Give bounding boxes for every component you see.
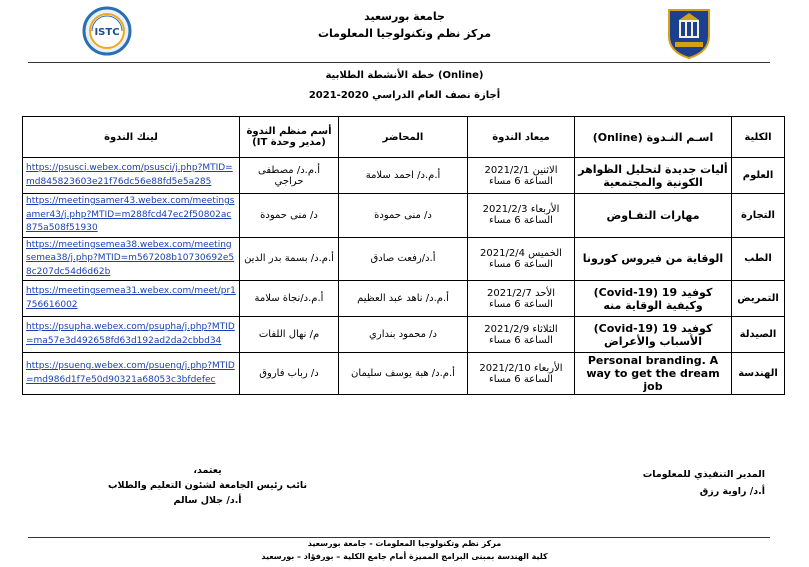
header-organizer-sub: (مدير وحدة IT) xyxy=(252,137,326,148)
cell-lecturer: د/ محمود بنداري xyxy=(339,317,468,353)
header-lecturer: المحاضر xyxy=(339,117,468,158)
cell-lecturer: أ.م.د/ احمد سلامة xyxy=(339,158,468,194)
cell-link xyxy=(23,194,240,238)
istc-logo-text: ISTC xyxy=(94,27,120,38)
cell-faculty: التمريض xyxy=(732,281,785,317)
cell-organizer: م/ نهال اللفات xyxy=(240,317,339,353)
cell-topic: Personal branding. A way to get the dream job xyxy=(575,353,732,395)
seminar-date: الأربعاء 2021/2/10 xyxy=(479,362,563,374)
seminar-time: الساعة 6 مساء xyxy=(489,298,553,310)
cell-lecturer: أ.م.د/ هبة يوسف سليمان xyxy=(339,353,468,395)
cell-date xyxy=(468,281,575,317)
seminar-date: الأربعاء 2021/2/3 xyxy=(482,204,560,216)
seminar-link[interactable]: https://meetingsamer43.webex.com/meetingsamer43/j.php?MTID=m288fcd47ec2f50802ac875a508f51930 xyxy=(26,196,235,233)
signature-vice-president xyxy=(108,463,307,508)
cell-link xyxy=(23,158,240,194)
university-name: جامعة بورسعيد xyxy=(364,10,445,23)
document-title: خطة الأنشطة الطلابية (Online) xyxy=(325,70,484,81)
seminar-link[interactable]: https://meetingsemea38.webex.com/meetingsemea38/j.php?MTID=m567208b10730692e58c207dc54d6d62b xyxy=(26,239,235,277)
cell-link xyxy=(23,317,240,353)
executive-director-title: المدير التنفيذي للمعلومات xyxy=(642,469,765,480)
seminars-table xyxy=(22,116,785,395)
cell-organizer: د/ منى حمودة xyxy=(240,194,339,238)
seminar-time: الساعة 6 مساء xyxy=(489,258,553,270)
executive-director-name: أ.د/ راوية رزق xyxy=(699,486,765,497)
table-row xyxy=(23,353,785,395)
footer-divider xyxy=(28,537,770,538)
seminar-link[interactable]: https://psusci.webex.com/psusci/j.php?MTID=md845823603e21f76dc56e88fd5e5a285 xyxy=(26,163,233,187)
seminar-time: الساعة 6 مساء xyxy=(489,215,553,227)
seminar-time: الساعة 6 مساء xyxy=(489,373,553,385)
cell-organizer: أ.م.د/ مصطفى حراجي xyxy=(240,158,339,194)
approval-label: يعتمد، xyxy=(193,465,222,476)
footer-line-2: كلية الهندسة بمبنى البرامج المميزة أمام جامع الكلية – بورفؤاد – بورسعيد xyxy=(261,552,548,561)
seminar-date: الاثنين 2021/2/1 xyxy=(484,164,558,176)
cell-date xyxy=(468,158,575,194)
cell-faculty: الهندسة xyxy=(732,353,785,395)
header-organizer xyxy=(240,117,339,158)
header-faculty: الكلية xyxy=(732,117,785,158)
vice-president-title: نائب رئيس الجامعة لشئون التعليم والطلاب xyxy=(108,480,308,491)
header-organizer-label: أسم منظم الندوة xyxy=(246,126,332,137)
document-subtitle: أجازة نصف العام الدراسي 2020-2021 xyxy=(308,90,501,101)
cell-link xyxy=(23,237,240,281)
cell-faculty: التجارة xyxy=(732,194,785,238)
seminar-link[interactable]: https://meetingsemea31.webex.com/meet/pr1756616002 xyxy=(26,286,236,310)
cell-date xyxy=(468,237,575,281)
signature-executive-director xyxy=(643,466,765,500)
table-row xyxy=(23,237,785,281)
cell-date xyxy=(468,194,575,238)
seminar-date: الثلاثاء 2021/2/9 xyxy=(484,323,558,335)
cell-organizer: أ.م.د/نجاة سلامة xyxy=(240,281,339,317)
cell-topic: كوفيد 19 (Covid-19) وكيفية الوقاية منه xyxy=(575,281,732,317)
header-topic: اسـم النـدوة (Online) xyxy=(575,117,732,158)
cell-faculty: العلوم xyxy=(732,158,785,194)
vice-president-name: أ.د/ جلال سالم xyxy=(173,495,242,506)
cell-date xyxy=(468,317,575,353)
header-link: لينك الندوة xyxy=(23,117,240,158)
table-row xyxy=(23,158,785,194)
cell-link xyxy=(23,281,240,317)
table-header-row xyxy=(23,117,785,158)
university-crest-icon xyxy=(665,6,713,60)
cell-topic: مهارات التفـاوض xyxy=(575,194,732,238)
seminar-date: الأحد 2021/2/7 xyxy=(486,287,555,299)
footer-line-1: مركز نظم وتكنولوجيا المعلومات - جامعة بورسعيد xyxy=(307,539,502,548)
cell-link xyxy=(23,353,240,395)
seminar-link[interactable]: https://psupha.webex.com/psupha/j.php?MTID=ma57e3d492658fd63d192ad2da2cbbd34 xyxy=(26,322,235,346)
header-date: ميعاد الندوة xyxy=(468,117,575,158)
center-name: مركز نظم وتكنولوجيا المعلومات xyxy=(317,27,492,40)
cell-lecturer: أ.م.د/ ناهد عبد العظيم xyxy=(339,281,468,317)
seminar-time: الساعة 6 مساء xyxy=(489,175,553,187)
table-row xyxy=(23,281,785,317)
table-row xyxy=(23,194,785,238)
seminar-link[interactable]: https://psueng.webex.com/psueng/j.php?MTID=md986d1f7e50d90321a68053c3bfdefec xyxy=(26,361,235,385)
seminar-date: الخميس 2021/2/4 xyxy=(480,247,562,259)
cell-organizer: أ.م.د/ بسمة بدر الدين xyxy=(240,237,339,281)
table-row xyxy=(23,317,785,353)
cell-topic: أليات جديدة لتحليل الظواهر الكونية والمجتمعية xyxy=(575,158,732,194)
cell-faculty: الطب xyxy=(732,237,785,281)
istc-logo xyxy=(80,6,134,56)
cell-organizer: د/ رباب فاروق xyxy=(240,353,339,395)
seminar-time: الساعة 6 مساء xyxy=(489,334,553,346)
cell-topic: كوفيد 19 (Covid-19) الأسباب والأعراض xyxy=(575,317,732,353)
header-divider xyxy=(28,62,770,63)
cell-lecturer: أ.د/رفعت صادق xyxy=(339,237,468,281)
cell-lecturer: د/ منى حمودة xyxy=(339,194,468,238)
cell-date xyxy=(468,353,575,395)
cell-faculty: الصيدلة xyxy=(732,317,785,353)
cell-topic: الوقاية من فيروس كورونا xyxy=(575,237,732,281)
